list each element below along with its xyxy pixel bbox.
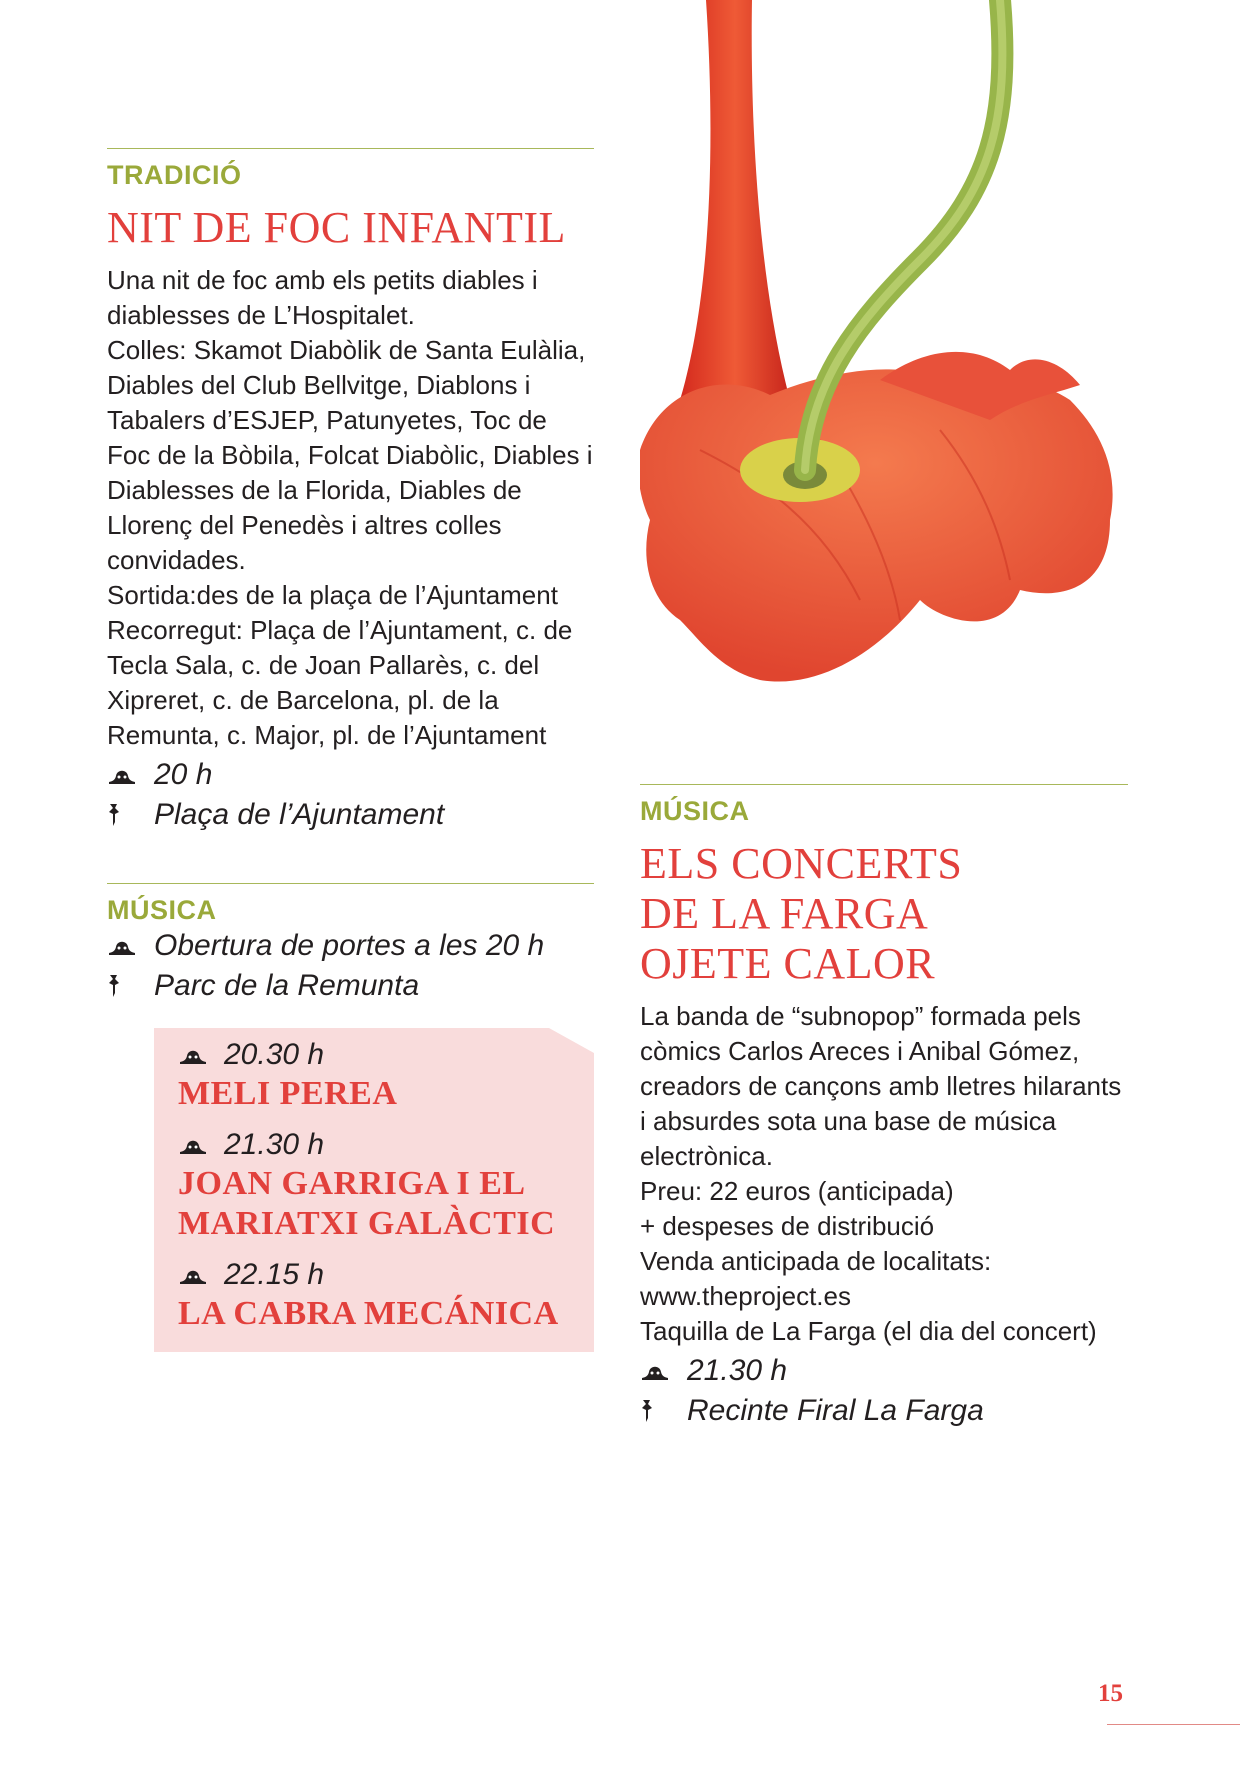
- lineup-time-text: 20.30 h: [224, 1038, 325, 1071]
- hat-icon: [107, 936, 141, 956]
- description-paragraph: Venda anticipada de localitats:: [640, 1246, 992, 1276]
- section-divider: [107, 883, 594, 884]
- pin-icon: [107, 802, 141, 828]
- title-line: OJETE CALOR: [640, 939, 936, 988]
- flower-illustration: [640, 0, 1140, 700]
- event-time: [107, 755, 594, 795]
- event-time: [640, 1351, 1128, 1391]
- page-number-rule: [1107, 1724, 1240, 1725]
- description-paragraph: Una nit de foc amb els petits diables i diablesses de L’Hospitalet.: [107, 265, 538, 330]
- lineup-time: [178, 1036, 576, 1074]
- event-title: NIT DE FOC INFANTIL: [107, 203, 566, 252]
- pin-icon: [640, 1398, 674, 1424]
- section-category: TRADICIÓ: [107, 160, 242, 190]
- section-category: MÚSICA: [107, 895, 217, 925]
- lineup-time: [178, 1256, 576, 1294]
- description-paragraph: Preu: 22 euros (anticipada): [640, 1176, 954, 1206]
- page-number: 15: [1098, 1680, 1123, 1707]
- event-title: [640, 839, 1128, 989]
- hat-icon: [178, 1265, 212, 1285]
- event-place: [107, 966, 594, 1006]
- time-text: 20 h: [154, 758, 213, 791]
- section-divider: [107, 148, 594, 149]
- lineup-act: JOAN GARRIGA I EL MARIATXI GALÀCTIC: [178, 1165, 556, 1242]
- place-text: Recinte Firal La Farga: [687, 1394, 984, 1427]
- description-paragraph: + despeses de distribució: [640, 1211, 935, 1241]
- description-paragraph: La banda de “subnopop” formada pels còmics Carlos Areces i Anibal Gómez, creadors de cançons amb lletres hilarants i absurdes sota una base de música electrònica.: [640, 1001, 1122, 1171]
- website-text: www.theproject.es: [640, 1281, 851, 1311]
- section-divider: [640, 784, 1128, 785]
- hat-icon: [178, 1045, 212, 1065]
- event-time: [107, 926, 594, 966]
- description-paragraph: Sortida:des de la plaça de l’Ajuntament: [107, 580, 558, 610]
- lineup-time-text: 22.15 h: [224, 1258, 325, 1291]
- hat-icon: [107, 765, 141, 785]
- place-text: Parc de la Remunta: [154, 969, 420, 1002]
- title-line: DE LA FARGA: [640, 889, 929, 938]
- description-paragraph: Taquilla de La Farga (el dia del concert): [640, 1316, 1097, 1346]
- lineup-box: [154, 1028, 594, 1352]
- hat-icon: [640, 1361, 674, 1381]
- pin-icon: [107, 973, 141, 999]
- section-category: MÚSICA: [640, 796, 750, 826]
- event-description: [107, 263, 594, 753]
- lineup-act: LA CABRA MECÁNICA: [178, 1295, 559, 1332]
- event-place: [640, 1391, 1128, 1431]
- description-paragraph: Colles: Skamot Diabòlik de Santa Eulàlia, Diables del Club Bellvitge, Diablons i Tabalers d’ESJEP, Patunyetes, Toc de Foc de la Bòbila, Folcat Diabòlic, Diables i Diablesses de la Florida, Diables de Llorenç del Penedès i altres colles convidades.: [107, 335, 593, 575]
- description-paragraph: Recorregut: Plaça de l’Ajuntament, c. de Tecla Sala, c. de Joan Pallarès, c. del Xipreret, c. de Barcelona, pl. de la Remunta, c. Major, pl. de l’Ajuntament: [107, 615, 573, 750]
- time-text: Obertura de portes a les 20 h: [154, 929, 545, 962]
- time-text: 21.30 h: [687, 1354, 788, 1387]
- title-line: ELS CONCERTS: [640, 839, 963, 888]
- event-place: [107, 795, 594, 835]
- lineup-time-text: 21.30 h: [224, 1128, 325, 1161]
- lineup-act: MELI PEREA: [178, 1075, 398, 1112]
- event-description: [640, 999, 1128, 1349]
- hat-icon: [178, 1135, 212, 1155]
- right-column: [640, 784, 1128, 1431]
- lineup-time: [178, 1126, 576, 1164]
- left-column: [107, 148, 594, 1352]
- place-text: Plaça de l’Ajuntament: [154, 798, 445, 831]
